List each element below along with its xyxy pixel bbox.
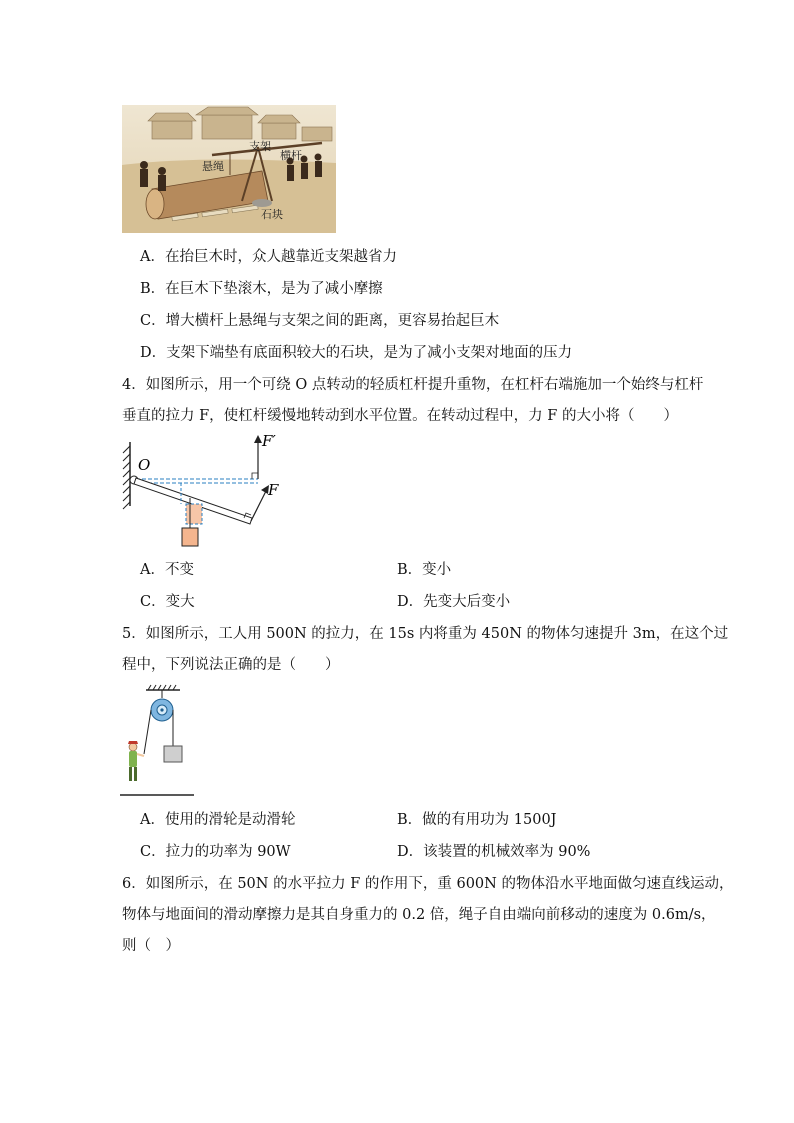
pulley-diagram — [120, 684, 200, 800]
q4-option-d[interactable]: D．先变大后变小 — [397, 594, 511, 610]
q5-option-b[interactable]: B．做的有用功为 1500J — [397, 812, 557, 828]
q6-stem-line1: 6．如图所示，在 50N 的水平拉力 F 的作用下，重 600N 的物体沿水平地面做匀速直线运动， — [122, 876, 734, 892]
label-support: 支架 — [249, 140, 271, 153]
load-block — [164, 746, 182, 762]
q4-stem-line2: 垂直的拉力 F，使杠杆缓慢地转动到水平位置。在转动过程中，力 F 的大小将（ ） — [122, 408, 678, 424]
q3-option-c[interactable]: C．增大横杆上悬绳与支架之间的距离，更容易抬起巨木 — [140, 313, 500, 329]
label-rope: 悬绳 — [202, 160, 224, 173]
q4-option-b[interactable]: B．变小 — [397, 562, 452, 578]
worker-figure — [128, 741, 144, 781]
wall — [123, 442, 130, 509]
stone — [252, 199, 272, 207]
q4-stem-line1: 4．如图所示，用一个可绕 O 点转动的轻质杠杆提升重物，在杠杆右端施加一个始终与杠杆 — [122, 377, 704, 393]
q3-option-a[interactable]: A．在抬巨木时，众人越靠近支架越省力 — [140, 249, 397, 265]
label-f: F — [268, 481, 279, 499]
q4-option-a[interactable]: A．不变 — [140, 562, 194, 578]
q3-option-d[interactable]: D．支架下端垫有底面积较大的石块，是为了减小支架对地面的压力 — [140, 345, 573, 361]
label-stone: 石块 — [261, 208, 283, 221]
lever-scene-figure — [122, 105, 336, 233]
q4-option-c[interactable]: C．变大 — [140, 594, 195, 610]
weight-block — [182, 528, 198, 546]
q5-option-c[interactable]: C．拉力的功率为 90W — [140, 844, 291, 860]
q6-stem-line2: 物体与地面间的滑动摩擦力是其自身重力的 0.2 倍，绳子自由端向前移动的速度为 0.6m/s， — [122, 907, 716, 923]
rope-to-worker — [144, 710, 151, 754]
q5-option-d[interactable]: D．该装置的机械效率为 90% — [397, 844, 591, 860]
label-f-prime: F′ — [262, 432, 276, 450]
q5-option-a[interactable]: A．使用的滑轮是动滑轮 — [140, 812, 296, 828]
q6-stem-line3: 则（ ） — [122, 938, 180, 954]
label-beam: 横杆 — [280, 149, 302, 162]
lever-diagram — [120, 432, 290, 550]
block-dashed — [186, 504, 202, 524]
label-o: O — [138, 456, 151, 474]
q3-option-b[interactable]: B．在巨木下垫滚木，是为了减小摩擦 — [140, 281, 383, 297]
force-f-arrow — [251, 489, 267, 521]
q5-stem-line2: 程中，下列说法正确的是（ ） — [122, 657, 340, 673]
ceiling — [146, 685, 180, 690]
q5-stem-line1: 5．如图所示，工人用 500N 的拉力，在 15s 内将重为 450N 的物体匀速提升 3m，在这个过 — [122, 626, 729, 642]
